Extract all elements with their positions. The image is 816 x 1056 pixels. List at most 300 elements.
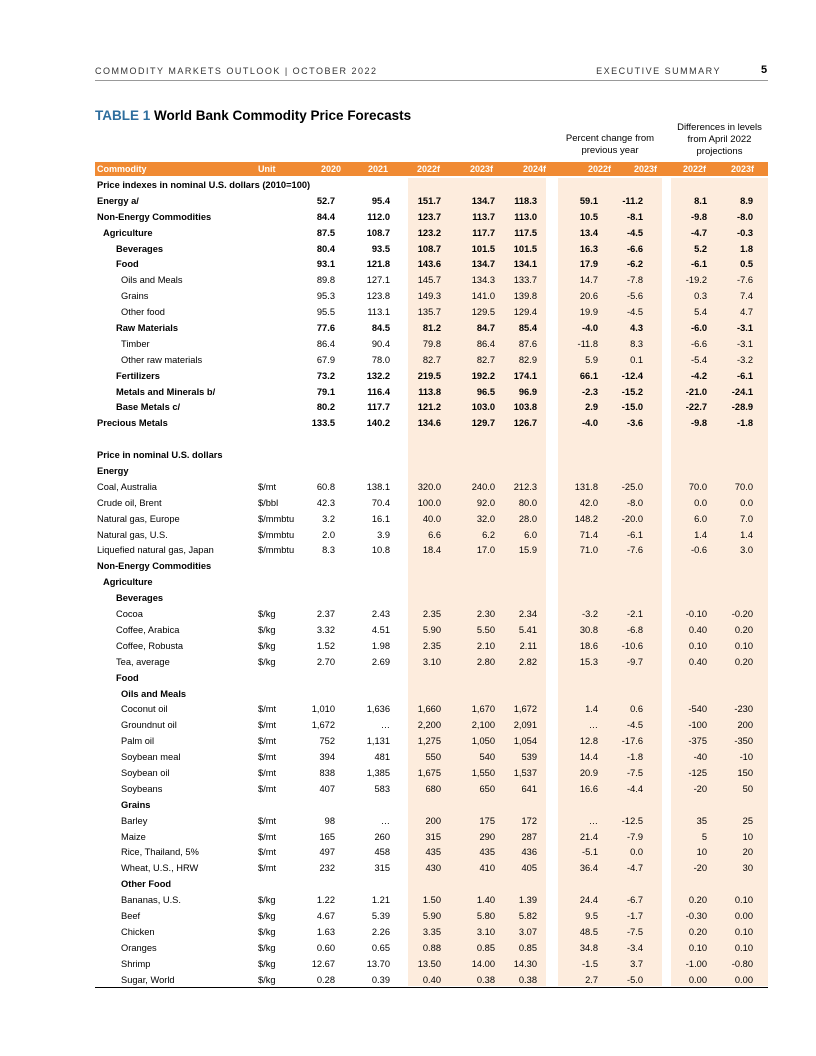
table-row	[0, 321, 816, 337]
table-row	[0, 289, 816, 305]
row-value: 134.7	[471, 259, 495, 270]
row-value: -5.0	[626, 974, 643, 985]
table-row	[0, 861, 816, 877]
row-value: 1,054	[513, 736, 537, 747]
table-row	[0, 480, 816, 496]
row-value: 82.7	[476, 354, 495, 365]
row-value: 84.5	[371, 323, 390, 334]
row-value: -24.1	[731, 386, 753, 397]
row-label: Oils and Meals	[121, 688, 187, 699]
row-value: 172	[521, 815, 537, 826]
row-label: Price in nominal U.S. dollars	[97, 450, 223, 461]
row-value: -4.7	[690, 227, 707, 238]
row-value: 20.6	[579, 291, 598, 302]
row-value: -5.4	[690, 354, 707, 365]
row-value: 2.70	[316, 656, 335, 667]
row-value: 2.0	[322, 529, 335, 540]
row-value: 680	[425, 783, 441, 794]
row-value: -7.6	[626, 545, 643, 556]
row-value: -100	[688, 720, 707, 731]
row-value: 315	[374, 863, 390, 874]
row-value: 212.3	[513, 481, 537, 492]
row-value: -5.1	[581, 847, 598, 858]
table-row	[0, 543, 816, 559]
table-row	[0, 385, 816, 401]
row-value: 200	[737, 720, 753, 731]
col-commodity: Commodity	[97, 164, 147, 174]
row-value: 13.4	[579, 227, 598, 238]
row-label: Palm oil	[121, 736, 155, 747]
row-value: 0.10	[734, 895, 753, 906]
row-value: 0.0	[694, 497, 707, 508]
table-row	[0, 909, 816, 925]
row-value: 1,010	[311, 704, 335, 715]
row-value: -0.10	[685, 609, 707, 620]
row-value: 139.8	[513, 291, 537, 302]
row-value: -6.6	[626, 243, 643, 254]
row-unit: $/mt	[258, 720, 277, 731]
row-label: Food	[116, 672, 139, 683]
row-value: 135.7	[417, 307, 441, 318]
row-value: 14.00	[471, 958, 495, 969]
row-value: 497	[319, 847, 335, 858]
row-value: 80.4	[316, 243, 335, 254]
row-value: 35	[696, 815, 707, 826]
row-value: 113.1	[367, 307, 390, 318]
row-value: 10.8	[371, 545, 390, 556]
row-value: 0.38	[476, 974, 495, 985]
row-value: 287	[521, 831, 537, 842]
row-value: 134.1	[513, 259, 537, 270]
row-value: 12.8	[579, 736, 598, 747]
row-value: -6.7	[626, 895, 643, 906]
row-label: Timber	[121, 338, 150, 349]
row-value: 108.7	[417, 243, 441, 254]
row-value: -0.6	[690, 545, 707, 556]
row-value: 78.0	[371, 354, 390, 365]
row-unit: $/mt	[258, 752, 277, 763]
row-value: 8.3	[630, 338, 643, 349]
row-value: 2.82	[518, 656, 537, 667]
row-unit: $/mt	[258, 481, 277, 492]
table-row	[0, 607, 816, 623]
row-value: 30.8	[579, 624, 598, 635]
row-label: Precious Metals	[97, 418, 168, 429]
row-value: 3.32	[316, 624, 335, 635]
table-row	[0, 814, 816, 830]
row-value: -11.2	[622, 195, 643, 206]
row-value: 117.7	[472, 227, 495, 238]
row-value: 2.37	[316, 609, 335, 620]
col-diff-2022f: 2022f	[682, 164, 706, 174]
row-unit: $/kg	[258, 910, 276, 921]
row-value: -2.3	[581, 386, 598, 397]
row-value: -8.0	[736, 211, 753, 222]
row-value: 2.26	[371, 926, 390, 937]
row-label: Natural gas, Europe	[97, 513, 180, 524]
table-row	[0, 687, 816, 703]
table-row	[0, 877, 816, 893]
row-label: Wheat, U.S., HRW	[121, 863, 199, 874]
running-header-section: EXECUTIVE SUMMARY	[596, 66, 721, 76]
row-value: 583	[374, 783, 390, 794]
row-unit: $/mt	[258, 767, 277, 778]
table-row	[0, 639, 816, 655]
row-value: 71.4	[579, 529, 598, 540]
row-value: 435	[479, 847, 495, 858]
row-value: 240.0	[471, 481, 495, 492]
row-value: 2.34	[518, 609, 537, 620]
row-value: 134.7	[471, 195, 495, 206]
row-value: 3.07	[518, 926, 537, 937]
row-value: 0.1	[630, 354, 643, 365]
table-row	[0, 893, 816, 909]
row-value: 1,636	[366, 704, 390, 715]
row-label: Barley	[121, 815, 148, 826]
row-value: 117.5	[514, 227, 537, 238]
row-value: 18.4	[422, 545, 441, 556]
row-value: -3.2	[736, 354, 753, 365]
row-value: 40.0	[422, 513, 441, 524]
row-value: 3.0	[740, 545, 753, 556]
row-value: 127.1	[366, 275, 390, 286]
row-value: 70.4	[371, 497, 390, 508]
row-label: Natural gas, U.S.	[97, 529, 168, 540]
row-value: -9.8	[690, 211, 707, 222]
row-value: 1.8	[740, 243, 753, 254]
row-value: 121.2	[417, 402, 441, 413]
table-row	[0, 591, 816, 607]
row-value: 0.20	[734, 656, 753, 667]
row-value: 3.10	[476, 926, 495, 937]
row-value: 1.63	[316, 926, 335, 937]
row-value: -20	[693, 783, 707, 794]
row-value: 4.67	[316, 910, 335, 921]
row-label: Rice, Thailand, 5%	[121, 847, 199, 858]
row-value: 200	[425, 815, 441, 826]
row-value: 60.8	[316, 481, 335, 492]
row-value: 103.0	[471, 402, 495, 413]
row-value: 48.5	[579, 926, 598, 937]
row-value: 2.35	[422, 640, 441, 651]
row-value: 77.6	[316, 323, 335, 334]
table-row	[0, 623, 816, 639]
row-value: 93.1	[316, 259, 335, 270]
row-value: 149.3	[417, 291, 441, 302]
row-value: -10	[739, 752, 753, 763]
row-value: 539	[521, 752, 537, 763]
row-value: 16.1	[371, 513, 390, 524]
row-label: Price indexes in nominal U.S. dollars (2010=100)	[97, 180, 311, 190]
row-value: 101.5	[513, 243, 537, 254]
row-label: Non-Energy Commodities	[97, 211, 212, 222]
table-row	[0, 369, 816, 385]
row-label: Energy	[97, 466, 129, 477]
row-unit: $/kg	[258, 624, 276, 635]
row-value: -8.1	[626, 211, 643, 222]
row-value: -3.1	[736, 338, 753, 349]
row-value: 1,275	[417, 736, 441, 747]
row-value: -22.7	[685, 402, 707, 413]
row-label: Soybeans	[121, 783, 163, 794]
row-value: 134.6	[417, 418, 441, 429]
row-value: 1.52	[316, 640, 335, 651]
row-value: -10.6	[621, 640, 643, 651]
table-title	[95, 108, 411, 123]
row-value: 50	[742, 783, 753, 794]
row-value: 0.10	[734, 926, 753, 937]
row-value: -540	[688, 704, 707, 715]
row-value: 131.8	[574, 481, 598, 492]
table-row	[0, 257, 816, 273]
row-value: 9.5	[585, 910, 598, 921]
row-value: 394	[319, 752, 335, 763]
row-value: 134.3	[471, 275, 495, 286]
row-value: 93.5	[371, 243, 390, 254]
row-value: 0.88	[422, 942, 441, 953]
row-value: -12.4	[621, 370, 643, 381]
row-value: -4.5	[626, 227, 643, 238]
row-unit: $/kg	[258, 926, 276, 937]
row-value: 145.7	[417, 275, 441, 286]
table-row	[0, 512, 816, 528]
row-value: …	[588, 720, 598, 731]
row-value: 132.2	[366, 370, 390, 381]
row-value: 15.3	[579, 656, 598, 667]
table-row	[0, 957, 816, 973]
col-unit: Unit	[258, 164, 276, 174]
row-label: Fertilizers	[116, 370, 160, 381]
row-value: 5.90	[422, 910, 441, 921]
row-value: 0.10	[734, 942, 753, 953]
col-pct-2023f: 2023f	[633, 164, 657, 174]
row-value: 0.65	[371, 942, 390, 953]
row-label: Maize	[121, 831, 146, 842]
row-label: Metals and Minerals b/	[116, 386, 216, 397]
row-value: -3.4	[626, 942, 643, 953]
table-row	[0, 925, 816, 941]
row-value: 82.7	[422, 354, 441, 365]
table-body	[0, 178, 816, 988]
row-value: 0.20	[688, 895, 707, 906]
col-pct-2022f: 2022f	[587, 164, 611, 174]
row-value: 8.9	[740, 195, 753, 206]
row-value: 5.9	[585, 354, 598, 365]
row-value: -0.3	[736, 227, 753, 238]
row-value: 0.20	[688, 926, 707, 937]
row-value: 3.9	[377, 529, 390, 540]
table-row	[0, 559, 816, 575]
row-value: 30	[742, 863, 753, 874]
table-row	[0, 337, 816, 353]
row-value: -17.6	[621, 736, 643, 747]
row-label: Beef	[121, 910, 141, 921]
row-value: 15.9	[518, 545, 537, 556]
row-value: 121.8	[366, 259, 390, 270]
row-unit: $/mt	[258, 831, 277, 842]
row-value: 151.7	[417, 195, 441, 206]
row-value: -7.5	[626, 926, 643, 937]
row-value: 79.1	[316, 386, 335, 397]
table-row	[0, 718, 816, 734]
row-value: 5.90	[422, 624, 441, 635]
row-value: -4.0	[581, 418, 598, 429]
row-value: -6.2	[626, 259, 643, 270]
table-row	[0, 734, 816, 750]
table-row	[0, 845, 816, 861]
row-value: 21.4	[579, 831, 598, 842]
row-value: 4.3	[630, 323, 643, 334]
row-value: 232	[319, 863, 335, 874]
row-unit: $/kg	[258, 609, 276, 620]
row-value: 14.30	[513, 958, 537, 969]
row-value: 0.5	[740, 259, 753, 270]
row-label: Shrimp	[121, 958, 151, 969]
running-header-title: COMMODITY MARKETS OUTLOOK | OCTOBER 2022	[95, 66, 378, 76]
row-value: 126.7	[513, 418, 537, 429]
row-value: -4.5	[626, 307, 643, 318]
row-value: -0.20	[731, 609, 753, 620]
row-value: 129.7	[471, 418, 495, 429]
row-label: Non-Energy Commodities	[97, 561, 212, 572]
row-value: 1.21	[371, 895, 390, 906]
table-row	[0, 242, 816, 258]
row-value: -1.8	[626, 752, 643, 763]
row-value: 0.00	[688, 974, 707, 985]
row-value: 10	[696, 847, 707, 858]
row-unit: $/mt	[258, 815, 277, 826]
row-value: 5	[701, 831, 707, 842]
row-value: -25.0	[621, 481, 643, 492]
row-label: Raw Materials	[116, 323, 179, 334]
row-value: -350	[734, 736, 753, 747]
row-value: 20	[742, 847, 753, 858]
row-value: 70.0	[734, 481, 753, 492]
table-title-text: World Bank Commodity Price Forecasts	[154, 108, 412, 123]
row-value: 2.10	[476, 640, 495, 651]
row-value: 0.0	[630, 847, 643, 858]
row-value: 1,675	[417, 767, 441, 778]
row-value: 86.4	[476, 338, 495, 349]
row-value: -3.1	[736, 323, 753, 334]
row-value: 6.0	[524, 529, 537, 540]
table-row	[0, 194, 816, 210]
row-value: 84.7	[476, 323, 495, 334]
row-unit: $/mt	[258, 736, 277, 747]
row-value: 0.60	[316, 942, 335, 953]
table-row	[0, 353, 816, 369]
row-value: 407	[319, 783, 335, 794]
row-value: 16.3	[579, 243, 598, 254]
col-2021: 2021	[367, 164, 388, 174]
row-value: 5.80	[476, 910, 495, 921]
row-value: -6.1	[690, 259, 707, 270]
row-label: Sugar, World	[121, 974, 175, 985]
row-value: 0.85	[518, 942, 537, 953]
row-value: 5.39	[371, 910, 390, 921]
row-unit: $/kg	[258, 974, 276, 985]
row-value: -0.80	[731, 958, 753, 969]
table-row	[0, 416, 816, 432]
row-value: 1,550	[471, 767, 495, 778]
row-value: -1.00	[685, 958, 707, 969]
row-value: 0.00	[734, 974, 753, 985]
row-value: 85.4	[518, 323, 537, 334]
row-value: 24.4	[579, 895, 598, 906]
row-label: Other food	[121, 307, 165, 318]
row-value: 16.6	[579, 783, 598, 794]
row-value: -7.9	[626, 831, 643, 842]
table-row	[0, 941, 816, 957]
row-value: 5.4	[694, 307, 707, 318]
table-row	[0, 464, 816, 480]
table-row	[0, 671, 816, 687]
row-label: Crude oil, Brent	[97, 497, 162, 508]
row-value: -20	[693, 863, 707, 874]
row-value: 436	[521, 847, 537, 858]
row-value: 2.9	[585, 402, 598, 413]
row-value: 123.2	[417, 227, 441, 238]
row-unit: $/mt	[258, 783, 277, 794]
row-value: 219.5	[417, 370, 441, 381]
row-value: 108.7	[366, 227, 390, 238]
row-value: 71.0	[579, 545, 598, 556]
row-label: Agriculture	[103, 227, 153, 238]
row-label: Energy a/	[97, 195, 139, 206]
row-value: 13.70	[366, 958, 390, 969]
row-value: 80.2	[316, 402, 335, 413]
row-value: -11.8	[577, 338, 598, 349]
table-row	[0, 273, 816, 289]
row-value: 5.41	[518, 624, 537, 635]
row-value: -20.0	[621, 513, 643, 524]
row-value: 18.6	[579, 640, 598, 651]
row-value: -7.5	[626, 767, 643, 778]
row-value: 1,537	[513, 767, 537, 778]
row-label: Food	[116, 259, 139, 270]
row-value: 101.5	[471, 243, 495, 254]
row-value: 52.7	[316, 195, 335, 206]
row-value: 430	[425, 863, 441, 874]
row-value: 10	[742, 831, 753, 842]
row-value: 113.7	[472, 211, 495, 222]
row-label: Other Food	[121, 879, 172, 890]
row-value: 1,660	[417, 704, 441, 715]
row-value: 315	[425, 831, 441, 842]
row-value: -8.0	[626, 497, 643, 508]
row-unit: $/kg	[258, 656, 276, 667]
row-value: 20.9	[579, 767, 598, 778]
row-value: 73.2	[316, 370, 335, 381]
row-value: 6.6	[428, 529, 441, 540]
row-value: 2.35	[422, 609, 441, 620]
table-row	[0, 448, 816, 464]
row-value: -15.2	[621, 386, 643, 397]
row-value: 2,200	[417, 720, 441, 731]
row-value: 98	[324, 815, 335, 826]
table-row	[0, 178, 816, 194]
row-label: Other raw materials	[121, 354, 203, 365]
row-value: 641	[521, 783, 537, 794]
row-unit: $/mmbtu	[258, 545, 295, 556]
table-row	[0, 655, 816, 671]
row-value: 143.6	[417, 259, 441, 270]
row-value: 0.39	[371, 974, 390, 985]
row-label: Base Metals c/	[116, 402, 181, 413]
row-value: 192.2	[471, 370, 495, 381]
row-label: Bananas, U.S.	[121, 895, 181, 906]
row-value: 0.20	[734, 624, 753, 635]
